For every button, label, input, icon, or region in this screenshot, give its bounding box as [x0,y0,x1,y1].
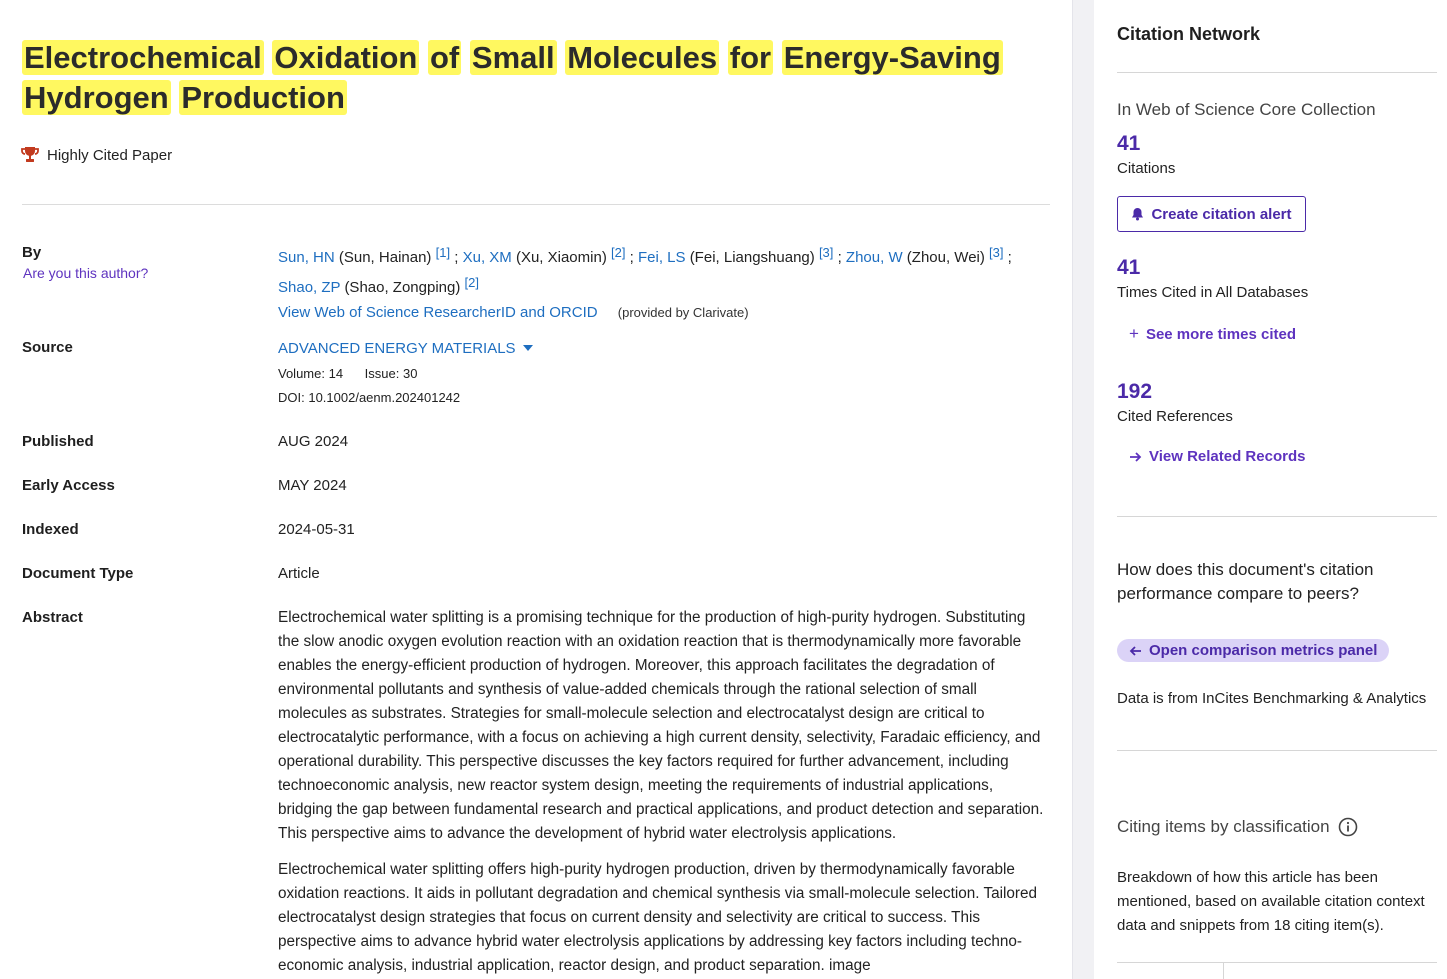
affiliation-ref[interactable]: [3] [818,245,834,260]
author-entry [637,245,842,266]
see-more-times-cited-link[interactable] [1129,324,1296,344]
source-journal-dropdown[interactable] [278,340,533,357]
times-cited-count[interactable]: 41 [1117,256,1141,279]
citations-count[interactable]: 41 [1117,132,1141,155]
author-full-name: (Sun, Hainan) [338,249,432,266]
author-separator: ; [1007,249,1012,266]
author-link[interactable]: Zhou, W [845,249,903,266]
author-full-name: (Fei, Liangshuang) [689,249,815,266]
view-related-records-link[interactable] [1129,448,1305,465]
are-you-author-link[interactable]: Are you this author? [23,265,149,281]
tab-separator [1223,963,1224,979]
panel-splitter [1072,0,1094,979]
indexed-value: 2024-05-31 [278,521,355,538]
doi-value: DOI: 10.1002/aenm.202401242 [278,390,461,405]
citing-items-heading [1117,817,1358,837]
title-word: Production [181,80,345,115]
author-full-name: (Shao, Zongping) [344,279,461,296]
arrow-left-icon [1129,645,1142,657]
header-divider [22,204,1050,205]
document-type-label: Document Type [22,565,134,582]
author-link[interactable]: Shao, ZP [278,279,341,296]
author-list [278,240,1048,300]
author-full-name: (Xu, Xiaomin) [515,249,607,266]
author-link[interactable]: Sun, HN [278,249,335,266]
citation-network-sidebar [1094,0,1447,979]
volume-value: Volume: 14 [278,366,344,381]
citations-label: Citations [1117,160,1176,177]
published-value: AUG 2024 [278,433,349,450]
author-separator: ; [629,249,634,266]
author-full-name: (Zhou, Wei) [906,249,985,266]
caret-down-icon [523,345,533,351]
researcher-id-link[interactable]: View Web of Science ResearcherID and ORCID [278,304,598,321]
bell-icon [1131,207,1144,221]
provided-by-note: (provided by Clarivate) [617,305,749,320]
sidebar-divider [1117,72,1437,73]
title-word: of [430,40,460,75]
early-access-value: MAY 2024 [278,477,347,494]
arrow-right-icon [1129,451,1142,463]
affiliation-ref[interactable]: [3] [989,245,1004,260]
collection-label: In Web of Science Core Collection [1117,100,1376,119]
volume-issue-row [278,366,417,381]
comparison-question: How does this document's citation performance compare to peers? [1117,560,1374,603]
citation-network-title: Citation Network [1117,24,1261,44]
see-more-label: See more times cited [1145,325,1297,343]
view-related-label: View Related Records [1149,448,1306,465]
title-word: Molecules [567,40,718,75]
title-word: Hydrogen [24,80,169,115]
early-access-label: Early Access [22,477,115,494]
times-cited-label: Times Cited in All Databases [1117,284,1309,301]
plus-icon: + [1129,324,1139,343]
author-separator: ; [837,249,842,266]
author-entry [278,275,479,296]
title-word: Energy-Saving [783,40,1001,75]
by-label: By [22,244,42,261]
document-type-value: Article [278,565,320,582]
badge-label: Highly Cited Paper [47,146,173,164]
title-word: for [729,40,772,75]
title-word: Electrochemical [24,40,262,75]
source-label: Source [22,339,73,356]
sidebar-divider [1117,516,1437,517]
author-link[interactable]: Xu, XM [462,249,512,266]
abstract-paragraph: Electrochemical water splitting offers high-purity hydrogen production, driven by thermodynamically favorable oxidation reactions. It aids in pollutant degradation and chemical synthesis via small-molecule selection. Tailored electrocatalyst design strategies that focus on current density and selectivity are critical to success. This perspective aims to advance hybrid water electrolysis applications by addressing key factors including techno-economic analysis, industrial application, reactor design, and product separation. image [278,861,1038,974]
data-source-note: Data is from InCites Benchmarking & Analytics [1117,690,1427,707]
author-entry [845,245,1012,266]
affiliation-ref[interactable]: [1] [435,245,451,260]
open-comparison-metrics-button[interactable] [1117,639,1389,662]
researcher-id-row [278,304,749,321]
abstract-label: Abstract [22,609,83,626]
source-journal-name: ADVANCED ENERGY MATERIALS [278,340,516,357]
indexed-label: Indexed [22,521,79,538]
classification-tabs [1117,962,1437,979]
abstract-body [278,606,1050,979]
open-comparison-label: Open comparison metrics panel [1149,642,1378,659]
author-link[interactable]: Fei, LS [637,249,686,266]
published-label: Published [22,433,94,450]
highly-cited-badge [20,145,172,165]
abstract-paragraph: Electrochemical water splitting is a promising technique for the production of high-purity hydrogen. Substituting the slow anodic oxygen evolution reaction with an oxidation reaction that is thermodynamically more favorable enables the energy-efficient production of hydrogen. Moreover, this approach facilitates the degradation of environmental pollutants and synthesis of value-added chemicals through the rational selection of small molecules as substrates. Strategies for small-molecule selection and electrocatalyst design are critical to electrocatalytic performance, with a focus on achieving a high current density, selectivity, Faradaic efficiency, and operational durability. This perspective discusses the key factors required for further advancement, including technoeconomic analysis, new reactor system design, meeting the requirements of industrial applications, bridging the gap between fundamental research and practical applications, and product detection and separation. This perspective aims to advance the development of hybrid water electrolysis applications. [278,609,1044,842]
citing-items-title: Citing items by classification [1117,817,1330,836]
author-separator: ; [454,249,459,266]
title-word: Small [471,40,555,75]
citing-items-description: Breakdown of how this article has been mentioned, based on available citation context data and snippets from 18 citing item(s). [1117,869,1425,934]
author-entry [462,245,634,266]
issue-value: Issue: 30 [364,366,418,381]
trophy-icon [20,145,40,165]
info-icon[interactable] [1338,817,1358,837]
sidebar-divider [1117,750,1437,751]
affiliation-ref[interactable]: [2] [464,275,479,290]
title-word: Oxidation [274,40,418,75]
create-citation-alert-label: Create citation alert [1151,205,1292,223]
cited-references-label: Cited References [1117,408,1233,425]
page-title [22,38,1032,118]
author-entry [278,245,459,266]
cited-references-count[interactable]: 192 [1117,380,1153,403]
create-citation-alert-button[interactable] [1117,196,1306,232]
affiliation-ref[interactable]: [2] [611,245,626,260]
